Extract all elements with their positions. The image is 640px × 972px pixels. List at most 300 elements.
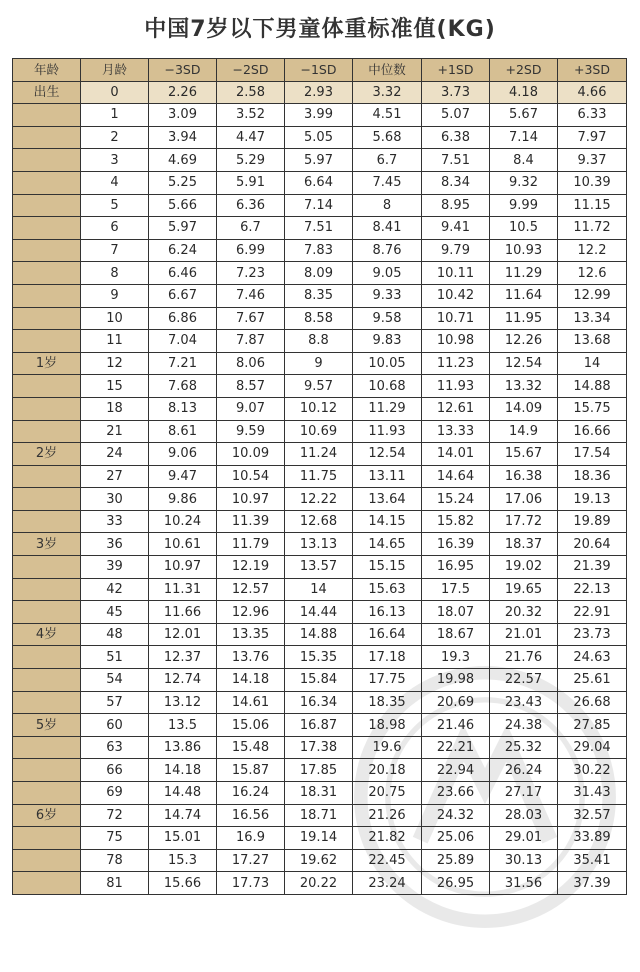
value-cell: 19.14 bbox=[285, 827, 353, 850]
value-cell: 9.83 bbox=[353, 330, 422, 353]
value-cell: 16.9 bbox=[217, 827, 285, 850]
header-plus1sd: +1SD bbox=[422, 59, 490, 82]
value-cell: 13.5 bbox=[149, 714, 217, 737]
value-cell: 15.75 bbox=[558, 397, 627, 420]
value-cell: 10.39 bbox=[558, 171, 627, 194]
value-cell: 9.57 bbox=[285, 375, 353, 398]
value-cell: 25.61 bbox=[558, 669, 627, 692]
month-cell: 24 bbox=[81, 443, 149, 466]
value-cell: 12.26 bbox=[490, 330, 558, 353]
table-row bbox=[13, 872, 627, 895]
value-cell: 8.09 bbox=[285, 262, 353, 285]
value-cell: 6.99 bbox=[217, 239, 285, 262]
value-cell: 15.15 bbox=[353, 556, 422, 579]
value-cell: 22.45 bbox=[353, 849, 422, 872]
table-row bbox=[13, 149, 627, 172]
value-cell: 5.68 bbox=[353, 126, 422, 149]
age-cell bbox=[13, 330, 81, 353]
month-cell: 39 bbox=[81, 556, 149, 579]
value-cell: 15.24 bbox=[422, 488, 490, 511]
value-cell: 16.13 bbox=[353, 601, 422, 624]
value-cell: 10.69 bbox=[285, 420, 353, 443]
age-cell bbox=[13, 827, 81, 850]
month-cell: 1 bbox=[81, 104, 149, 127]
value-cell: 6.7 bbox=[217, 217, 285, 240]
table-row bbox=[13, 556, 627, 579]
value-cell: 17.18 bbox=[353, 646, 422, 669]
table-row bbox=[13, 104, 627, 127]
month-cell: 3 bbox=[81, 149, 149, 172]
value-cell: 11.95 bbox=[490, 307, 558, 330]
age-cell bbox=[13, 601, 81, 624]
value-cell: 14.64 bbox=[422, 465, 490, 488]
value-cell: 17.38 bbox=[285, 736, 353, 759]
weight-table bbox=[12, 58, 627, 895]
value-cell: 9.58 bbox=[353, 307, 422, 330]
value-cell: 15.01 bbox=[149, 827, 217, 850]
value-cell: 5.66 bbox=[149, 194, 217, 217]
value-cell: 18.36 bbox=[558, 465, 627, 488]
month-cell: 63 bbox=[81, 736, 149, 759]
value-cell: 12.68 bbox=[285, 510, 353, 533]
table-row bbox=[13, 262, 627, 285]
value-cell: 15.3 bbox=[149, 849, 217, 872]
age-cell bbox=[13, 488, 81, 511]
value-cell: 3.52 bbox=[217, 104, 285, 127]
value-cell: 17.75 bbox=[353, 669, 422, 692]
value-cell: 19.6 bbox=[353, 736, 422, 759]
value-cell: 12.01 bbox=[149, 623, 217, 646]
value-cell: 5.07 bbox=[422, 104, 490, 127]
header-median: 中位数 bbox=[353, 59, 422, 82]
table-row bbox=[13, 239, 627, 262]
value-cell: 15.06 bbox=[217, 714, 285, 737]
value-cell: 13.64 bbox=[353, 488, 422, 511]
value-cell: 14.44 bbox=[285, 601, 353, 624]
age-cell bbox=[13, 782, 81, 805]
value-cell: 23.43 bbox=[490, 691, 558, 714]
value-cell: 13.86 bbox=[149, 736, 217, 759]
month-cell: 81 bbox=[81, 872, 149, 895]
value-cell: 2.93 bbox=[285, 81, 353, 104]
value-cell: 24.63 bbox=[558, 646, 627, 669]
table-row bbox=[13, 691, 627, 714]
value-cell: 13.11 bbox=[353, 465, 422, 488]
age-cell bbox=[13, 420, 81, 443]
value-cell: 11.66 bbox=[149, 601, 217, 624]
value-cell: 13.68 bbox=[558, 330, 627, 353]
value-cell: 20.18 bbox=[353, 759, 422, 782]
age-cell: 出生 bbox=[13, 81, 81, 104]
value-cell: 6.24 bbox=[149, 239, 217, 262]
value-cell: 6.33 bbox=[558, 104, 627, 127]
value-cell: 5.91 bbox=[217, 171, 285, 194]
value-cell: 15.82 bbox=[422, 510, 490, 533]
value-cell: 21.76 bbox=[490, 646, 558, 669]
table-row bbox=[13, 759, 627, 782]
month-cell: 51 bbox=[81, 646, 149, 669]
age-cell bbox=[13, 556, 81, 579]
value-cell: 19.02 bbox=[490, 556, 558, 579]
value-cell: 9.37 bbox=[558, 149, 627, 172]
age-cell bbox=[13, 849, 81, 872]
value-cell: 22.91 bbox=[558, 601, 627, 624]
value-cell: 11.39 bbox=[217, 510, 285, 533]
value-cell: 2.58 bbox=[217, 81, 285, 104]
value-cell: 8.34 bbox=[422, 171, 490, 194]
month-cell: 7 bbox=[81, 239, 149, 262]
age-cell bbox=[13, 104, 81, 127]
age-cell bbox=[13, 578, 81, 601]
value-cell: 2.26 bbox=[149, 81, 217, 104]
page-title: 中国7岁以下男童体重标准值(KG) bbox=[144, 17, 496, 42]
value-cell: 5.97 bbox=[149, 217, 217, 240]
table-row bbox=[13, 465, 627, 488]
value-cell: 11.23 bbox=[422, 352, 490, 375]
month-cell: 60 bbox=[81, 714, 149, 737]
value-cell: 11.29 bbox=[490, 262, 558, 285]
value-cell: 13.34 bbox=[558, 307, 627, 330]
value-cell: 21.39 bbox=[558, 556, 627, 579]
month-cell: 8 bbox=[81, 262, 149, 285]
value-cell: 17.73 bbox=[217, 872, 285, 895]
value-cell: 31.56 bbox=[490, 872, 558, 895]
month-cell: 72 bbox=[81, 804, 149, 827]
value-cell: 14.9 bbox=[490, 420, 558, 443]
header-month: 月龄 bbox=[81, 59, 149, 82]
value-cell: 14.18 bbox=[149, 759, 217, 782]
value-cell: 37.39 bbox=[558, 872, 627, 895]
value-cell: 7.97 bbox=[558, 126, 627, 149]
value-cell: 18.37 bbox=[490, 533, 558, 556]
value-cell: 11.93 bbox=[353, 420, 422, 443]
value-cell: 10.98 bbox=[422, 330, 490, 353]
table-row bbox=[13, 194, 627, 217]
value-cell: 20.75 bbox=[353, 782, 422, 805]
value-cell: 8.4 bbox=[490, 149, 558, 172]
value-cell: 12.54 bbox=[353, 443, 422, 466]
value-cell: 30.22 bbox=[558, 759, 627, 782]
value-cell: 12.22 bbox=[285, 488, 353, 511]
value-cell: 3.09 bbox=[149, 104, 217, 127]
month-cell: 6 bbox=[81, 217, 149, 240]
value-cell: 9.86 bbox=[149, 488, 217, 511]
month-cell: 42 bbox=[81, 578, 149, 601]
month-cell: 10 bbox=[81, 307, 149, 330]
table-row bbox=[13, 736, 627, 759]
value-cell: 9.99 bbox=[490, 194, 558, 217]
age-cell bbox=[13, 872, 81, 895]
value-cell: 14.48 bbox=[149, 782, 217, 805]
age-cell bbox=[13, 126, 81, 149]
value-cell: 10.12 bbox=[285, 397, 353, 420]
value-cell: 18.31 bbox=[285, 782, 353, 805]
table-row bbox=[13, 601, 627, 624]
month-cell: 21 bbox=[81, 420, 149, 443]
value-cell: 16.64 bbox=[353, 623, 422, 646]
value-cell: 15.35 bbox=[285, 646, 353, 669]
value-cell: 32.57 bbox=[558, 804, 627, 827]
value-cell: 3.99 bbox=[285, 104, 353, 127]
month-cell: 2 bbox=[81, 126, 149, 149]
value-cell: 10.42 bbox=[422, 284, 490, 307]
age-cell bbox=[13, 465, 81, 488]
value-cell: 11.64 bbox=[490, 284, 558, 307]
value-cell: 10.97 bbox=[217, 488, 285, 511]
value-cell: 8 bbox=[353, 194, 422, 217]
value-cell: 7.14 bbox=[285, 194, 353, 217]
value-cell: 8.95 bbox=[422, 194, 490, 217]
value-cell: 9 bbox=[285, 352, 353, 375]
value-cell: 22.21 bbox=[422, 736, 490, 759]
age-cell bbox=[13, 691, 81, 714]
value-cell: 27.85 bbox=[558, 714, 627, 737]
value-cell: 17.06 bbox=[490, 488, 558, 511]
value-cell: 20.32 bbox=[490, 601, 558, 624]
month-cell: 18 bbox=[81, 397, 149, 420]
age-cell bbox=[13, 759, 81, 782]
value-cell: 4.18 bbox=[490, 81, 558, 104]
value-cell: 8.8 bbox=[285, 330, 353, 353]
value-cell: 10.24 bbox=[149, 510, 217, 533]
value-cell: 26.95 bbox=[422, 872, 490, 895]
value-cell: 33.89 bbox=[558, 827, 627, 850]
header-age: 年龄 bbox=[13, 59, 81, 82]
value-cell: 15.63 bbox=[353, 578, 422, 601]
value-cell: 7.04 bbox=[149, 330, 217, 353]
age-cell bbox=[13, 510, 81, 533]
value-cell: 16.34 bbox=[285, 691, 353, 714]
table-row bbox=[13, 849, 627, 872]
value-cell: 9.06 bbox=[149, 443, 217, 466]
value-cell: 10.05 bbox=[353, 352, 422, 375]
value-cell: 11.31 bbox=[149, 578, 217, 601]
value-cell: 12.99 bbox=[558, 284, 627, 307]
age-cell bbox=[13, 397, 81, 420]
value-cell: 5.29 bbox=[217, 149, 285, 172]
table-row bbox=[13, 307, 627, 330]
table-row bbox=[13, 578, 627, 601]
value-cell: 8.58 bbox=[285, 307, 353, 330]
value-cell: 21.26 bbox=[353, 804, 422, 827]
value-cell: 30.13 bbox=[490, 849, 558, 872]
value-cell: 22.94 bbox=[422, 759, 490, 782]
month-cell: 27 bbox=[81, 465, 149, 488]
value-cell: 7.51 bbox=[285, 217, 353, 240]
value-cell: 21.82 bbox=[353, 827, 422, 850]
table-row bbox=[13, 352, 627, 375]
age-cell bbox=[13, 194, 81, 217]
table-row bbox=[13, 669, 627, 692]
value-cell: 19.98 bbox=[422, 669, 490, 692]
value-cell: 12.57 bbox=[217, 578, 285, 601]
value-cell: 8.06 bbox=[217, 352, 285, 375]
age-cell: 1岁 bbox=[13, 352, 81, 375]
value-cell: 5.97 bbox=[285, 149, 353, 172]
value-cell: 14.88 bbox=[285, 623, 353, 646]
value-cell: 12.54 bbox=[490, 352, 558, 375]
value-cell: 6.64 bbox=[285, 171, 353, 194]
value-cell: 23.73 bbox=[558, 623, 627, 646]
age-cell bbox=[13, 669, 81, 692]
age-cell bbox=[13, 262, 81, 285]
month-cell: 78 bbox=[81, 849, 149, 872]
header-row bbox=[13, 59, 627, 82]
table-row bbox=[13, 284, 627, 307]
value-cell: 8.35 bbox=[285, 284, 353, 307]
table-row bbox=[13, 714, 627, 737]
value-cell: 18.67 bbox=[422, 623, 490, 646]
table-row bbox=[13, 533, 627, 556]
age-cell: 5岁 bbox=[13, 714, 81, 737]
value-cell: 3.32 bbox=[353, 81, 422, 104]
month-cell: 0 bbox=[81, 81, 149, 104]
value-cell: 7.46 bbox=[217, 284, 285, 307]
value-cell: 10.09 bbox=[217, 443, 285, 466]
table-row bbox=[13, 782, 627, 805]
value-cell: 7.45 bbox=[353, 171, 422, 194]
table-row bbox=[13, 488, 627, 511]
table-row bbox=[13, 646, 627, 669]
value-cell: 9.05 bbox=[353, 262, 422, 285]
value-cell: 16.24 bbox=[217, 782, 285, 805]
value-cell: 6.86 bbox=[149, 307, 217, 330]
value-cell: 4.66 bbox=[558, 81, 627, 104]
table-row bbox=[13, 510, 627, 533]
value-cell: 8.76 bbox=[353, 239, 422, 262]
value-cell: 9.59 bbox=[217, 420, 285, 443]
value-cell: 16.66 bbox=[558, 420, 627, 443]
header-minus3sd: −3SD bbox=[149, 59, 217, 82]
value-cell: 16.56 bbox=[217, 804, 285, 827]
value-cell: 9.41 bbox=[422, 217, 490, 240]
table-body bbox=[13, 81, 627, 894]
value-cell: 19.89 bbox=[558, 510, 627, 533]
value-cell: 10.54 bbox=[217, 465, 285, 488]
table-row bbox=[13, 804, 627, 827]
value-cell: 17.72 bbox=[490, 510, 558, 533]
value-cell: 6.67 bbox=[149, 284, 217, 307]
value-cell: 7.51 bbox=[422, 149, 490, 172]
value-cell: 7.83 bbox=[285, 239, 353, 262]
value-cell: 15.66 bbox=[149, 872, 217, 895]
value-cell: 10.5 bbox=[490, 217, 558, 240]
age-cell: 2岁 bbox=[13, 443, 81, 466]
value-cell: 14 bbox=[285, 578, 353, 601]
value-cell: 18.07 bbox=[422, 601, 490, 624]
header-plus2sd: +2SD bbox=[490, 59, 558, 82]
value-cell: 8.57 bbox=[217, 375, 285, 398]
value-cell: 20.22 bbox=[285, 872, 353, 895]
value-cell: 10.11 bbox=[422, 262, 490, 285]
month-cell: 15 bbox=[81, 375, 149, 398]
month-cell: 48 bbox=[81, 623, 149, 646]
value-cell: 12.61 bbox=[422, 397, 490, 420]
value-cell: 22.13 bbox=[558, 578, 627, 601]
value-cell: 7.67 bbox=[217, 307, 285, 330]
value-cell: 25.32 bbox=[490, 736, 558, 759]
value-cell: 7.14 bbox=[490, 126, 558, 149]
table-row bbox=[13, 126, 627, 149]
age-cell bbox=[13, 736, 81, 759]
value-cell: 25.89 bbox=[422, 849, 490, 872]
table-row bbox=[13, 623, 627, 646]
value-cell: 9.79 bbox=[422, 239, 490, 262]
value-cell: 9.33 bbox=[353, 284, 422, 307]
value-cell: 8.13 bbox=[149, 397, 217, 420]
value-cell: 12.37 bbox=[149, 646, 217, 669]
month-cell: 30 bbox=[81, 488, 149, 511]
value-cell: 26.24 bbox=[490, 759, 558, 782]
value-cell: 6.7 bbox=[353, 149, 422, 172]
value-cell: 6.36 bbox=[217, 194, 285, 217]
value-cell: 12.2 bbox=[558, 239, 627, 262]
value-cell: 23.66 bbox=[422, 782, 490, 805]
value-cell: 8.41 bbox=[353, 217, 422, 240]
value-cell: 7.87 bbox=[217, 330, 285, 353]
value-cell: 9.32 bbox=[490, 171, 558, 194]
value-cell: 24.32 bbox=[422, 804, 490, 827]
header-minus1sd: −1SD bbox=[285, 59, 353, 82]
value-cell: 11.75 bbox=[285, 465, 353, 488]
value-cell: 12.96 bbox=[217, 601, 285, 624]
value-cell: 21.46 bbox=[422, 714, 490, 737]
value-cell: 11.15 bbox=[558, 194, 627, 217]
value-cell: 24.38 bbox=[490, 714, 558, 737]
header-minus2sd: −2SD bbox=[217, 59, 285, 82]
value-cell: 15.87 bbox=[217, 759, 285, 782]
month-cell: 33 bbox=[81, 510, 149, 533]
value-cell: 10.61 bbox=[149, 533, 217, 556]
header-plus3sd: +3SD bbox=[558, 59, 627, 82]
table-row bbox=[13, 217, 627, 240]
value-cell: 20.64 bbox=[558, 533, 627, 556]
month-cell: 66 bbox=[81, 759, 149, 782]
table-row bbox=[13, 171, 627, 194]
value-cell: 19.13 bbox=[558, 488, 627, 511]
value-cell: 12.19 bbox=[217, 556, 285, 579]
value-cell: 15.48 bbox=[217, 736, 285, 759]
month-cell: 5 bbox=[81, 194, 149, 217]
value-cell: 10.93 bbox=[490, 239, 558, 262]
value-cell: 29.04 bbox=[558, 736, 627, 759]
age-cell: 4岁 bbox=[13, 623, 81, 646]
value-cell: 7.68 bbox=[149, 375, 217, 398]
age-cell bbox=[13, 217, 81, 240]
month-cell: 54 bbox=[81, 669, 149, 692]
value-cell: 4.69 bbox=[149, 149, 217, 172]
value-cell: 21.01 bbox=[490, 623, 558, 646]
table-row bbox=[13, 330, 627, 353]
value-cell: 16.38 bbox=[490, 465, 558, 488]
value-cell: 25.06 bbox=[422, 827, 490, 850]
value-cell: 14.61 bbox=[217, 691, 285, 714]
value-cell: 16.39 bbox=[422, 533, 490, 556]
value-cell: 14.01 bbox=[422, 443, 490, 466]
value-cell: 15.67 bbox=[490, 443, 558, 466]
value-cell: 11.29 bbox=[353, 397, 422, 420]
value-cell: 23.24 bbox=[353, 872, 422, 895]
month-cell: 11 bbox=[81, 330, 149, 353]
value-cell: 19.3 bbox=[422, 646, 490, 669]
table-row bbox=[13, 827, 627, 850]
value-cell: 22.57 bbox=[490, 669, 558, 692]
value-cell: 13.33 bbox=[422, 420, 490, 443]
value-cell: 10.71 bbox=[422, 307, 490, 330]
value-cell: 11.24 bbox=[285, 443, 353, 466]
value-cell: 10.68 bbox=[353, 375, 422, 398]
value-cell: 13.13 bbox=[285, 533, 353, 556]
